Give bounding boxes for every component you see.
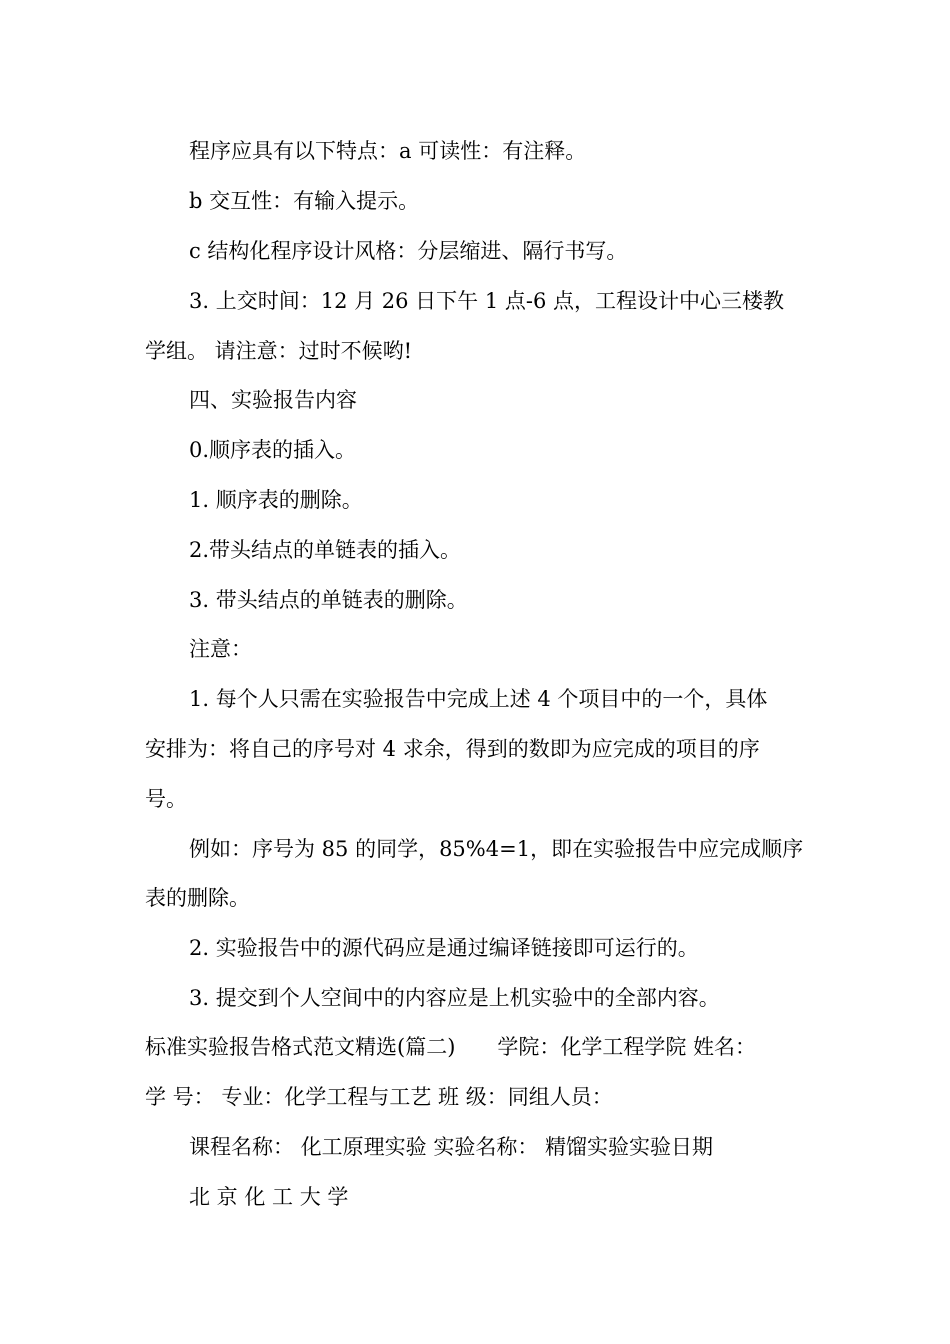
text-line: b 交互性：有输入提示。 <box>189 189 420 213</box>
text-line: 学组。 请注意：过时不候哟! <box>145 339 413 363</box>
text-line: 1. 每个人只需在实验报告中完成上述 4 个项目中的一个，具体 <box>189 687 768 711</box>
text-line: 学 号： 专业：化学工程与工艺 班 级：同组人员： <box>145 1085 613 1109</box>
text-line: 表的删除。 <box>145 886 250 910</box>
text-line: 3. 上交时间：12 月 26 日下午 1 点-6 点，工程设计中心三楼教 <box>189 289 785 313</box>
list-item: 2.带头结点的单链表的插入。 <box>189 538 462 562</box>
note-heading: 注意： <box>189 637 252 661</box>
text-line: 程序应具有以下特点：a 可读性：有注释。 <box>189 139 587 163</box>
text-line: 安排为：将自己的序号对 4 求余，得到的数即为应完成的项目的序 <box>145 737 760 761</box>
list-item: 1. 顺序表的删除。 <box>189 488 363 512</box>
text-line: 标准实验报告格式范文精选(篇二) 学院：化学工程学院 姓名： <box>145 1035 757 1059</box>
section-heading: 四、实验报告内容 <box>189 388 357 412</box>
list-item: 3. 带头结点的单链表的删除。 <box>189 588 468 612</box>
text-line: 号。 <box>145 787 187 811</box>
text-line: c 结构化程序设计风格：分层缩进、隔行书写。 <box>189 239 628 263</box>
text-line: 例如：序号为 85 的同学，85%4=1，即在实验报告中应完成顺序 <box>189 837 804 861</box>
text-line: 北 京 化 工 大 学 <box>189 1185 349 1209</box>
text-line: 3. 提交到个人空间中的内容应是上机实验中的全部内容。 <box>189 986 720 1010</box>
text-line: 课程名称： 化工原理实验 实验名称： 精馏实验实验日期 <box>189 1135 714 1159</box>
text-line: 2. 实验报告中的源代码应是通过编译链接即可运行的。 <box>189 936 699 960</box>
list-item: 0.顺序表的插入。 <box>189 438 357 462</box>
